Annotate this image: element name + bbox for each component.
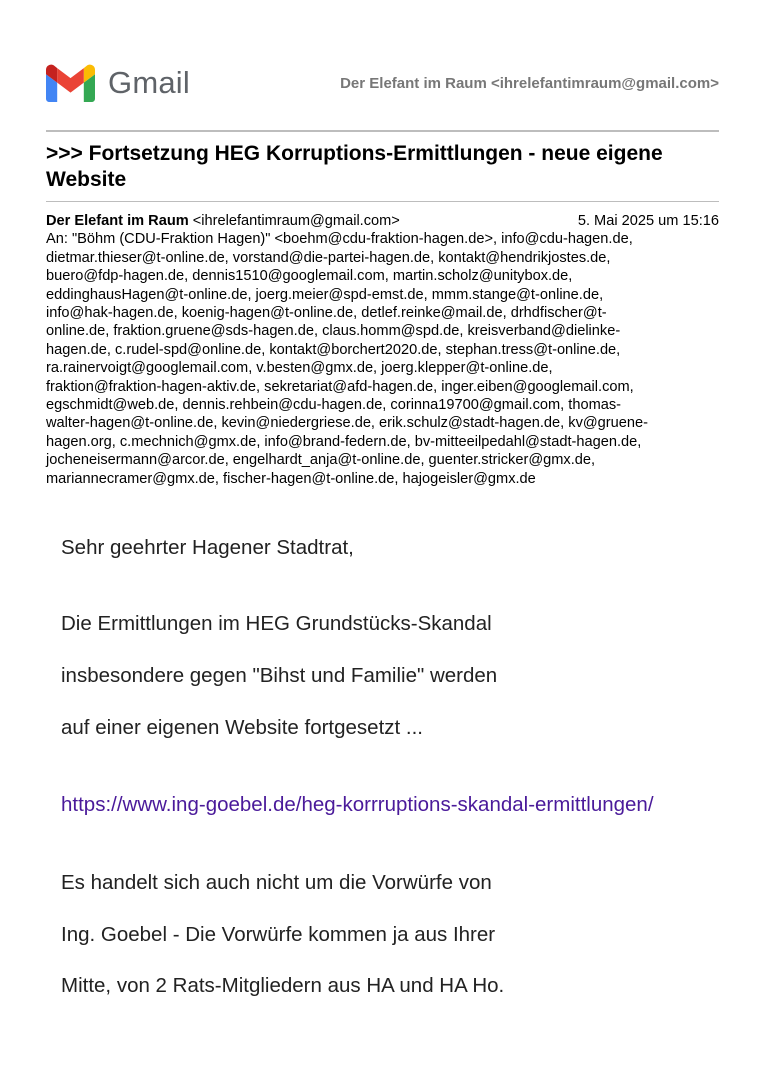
body-paragraph-line: Die Ermittlungen im HEG Grundstücks-Skandal — [61, 612, 492, 635]
account-label: Der Elefant im Raum <ihrelefantimraum@gmail.com> — [340, 75, 719, 92]
recipients-line: hagen.org, c.mechnich@gmx.de, info@brand-federn.de, bv-mitteeilpedahl@stadt-hagen.de, — [46, 433, 642, 450]
sent-date: 5. Mai 2025 um 15:16 — [577, 213, 719, 229]
recipients-line: ra.rainervoigt@googlemail.com, v.besten@gmx.de, joerg.klepper@t-online.de, — [46, 360, 553, 377]
gmail-wordmark: Gmail — [108, 65, 190, 100]
recipients-line: walter-hagen@t-online.de, kevin@niedergriese.de, erik.schulz@stadt-hagen.de, kv@gruene- — [46, 415, 648, 432]
body-paragraph-line: Es handelt sich auch nicht um die Vorwürfe von — [61, 871, 492, 894]
recipients-line: buero@fdp-hagen.de, dennis1510@googlemail.com, martin.scholz@unitybox.de, — [46, 268, 573, 285]
body-paragraph-line: Ing. Goebel - Die Vorwürfe kommen ja aus Ihrer — [61, 923, 496, 946]
subject-line: Website — [46, 168, 127, 191]
recipients-line: fraktion@fraktion-hagen-aktiv.de, sekretariat@afd-hagen.de, inger.eiben@googlemail.com, — [46, 378, 634, 395]
subject-divider — [46, 201, 719, 202]
header-divider — [46, 130, 719, 132]
recipients-list — [46, 230, 719, 488]
gmail-m-icon — [46, 64, 95, 102]
recipients-line: online.de, fraktion.gruene@sds-hagen.de, claus.homm@spd.de, kreisverband@dielinke- — [46, 323, 621, 340]
recipients-line: jocheneisermann@arcor.de, engelhardt_anja@t-online.de, guenter.stricker@gmx.de, — [46, 452, 596, 469]
recipients-line: eddinghausHagen@t-online.de, joerg.meier@spd-emst.de, mmm.stange@t-online.de, — [46, 286, 604, 303]
sender-address: <ihrelefantimraum@gmail.com> — [188, 213, 400, 229]
email-subject — [46, 141, 719, 193]
recipients-line: info@hak-hagen.de, koenig-hagen@t-online.de, detlef.reinke@mail.de, drhdfischer@t- — [46, 305, 607, 322]
body-paragraph-line: insbesondere gegen "Bihst und Familie" werden — [61, 664, 498, 687]
recipients-line: hagen.de, c.rudel-spd@online.de, kontakt@borchert2020.de, stephan.tress@t-online.de, — [46, 341, 621, 358]
greeting: Sehr geehrter Hagener Stadtrat, — [61, 536, 354, 559]
email-meta — [46, 212, 719, 488]
recipients-line: mariannecramer@gmx.de, fischer-hagen@t-online.de, hajogeisler@gmx.de — [46, 470, 536, 487]
sender-name: Der Elefant im Raum — [46, 213, 189, 229]
body-paragraph-line: auf einer eigenen Website fortgesetzt ... — [61, 716, 424, 739]
body-paragraph-line: Mitte, von 2 Rats-Mitgliedern aus HA und HA Ho. — [61, 974, 505, 997]
recipients-line: An: "Böhm (CDU-Fraktion Hagen)" <boehm@cdu-fraktion-hagen.de>, info@cdu-hagen.de, — [46, 231, 633, 248]
subject-line: >>> Fortsetzung HEG Korruptions-Ermittlungen - neue eigene — [46, 142, 663, 165]
recipients-line: dietmar.thieser@t-online.de, vorstand@die-partei-hagen.de, kontakt@hendrikjostes.de, — [46, 249, 611, 266]
sender-row — [46, 212, 719, 230]
print-header — [46, 62, 719, 104]
gmail-logo — [46, 62, 190, 104]
website-link[interactable]: https://www.ing-goebel.de/heg-korrruptions-skandal-ermittlungen/ — [61, 793, 654, 816]
recipients-line: egschmidt@web.de, dennis.rehbein@cdu-hagen.de, corinna19700@gmail.com, thomas- — [46, 397, 622, 414]
